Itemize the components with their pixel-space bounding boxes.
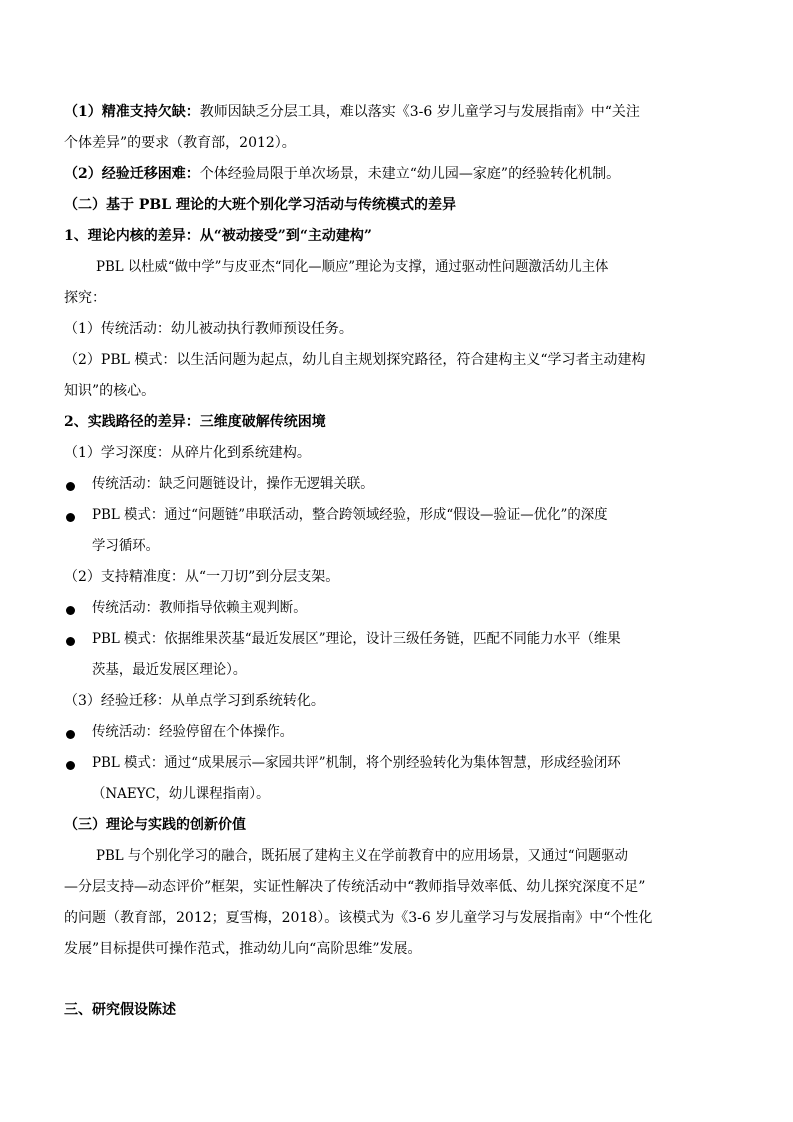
section-heading-3: （三）理论与实践的创新价值 xyxy=(64,817,246,833)
subheading-practice-path: 2、实践路径的差异：三维度破解传统困境 xyxy=(64,414,326,430)
precision-pbl-line1: PBL 模式：依据维果茨基“最近发展区”理论，设计三级任务链，匹配不同能力水平（维果 xyxy=(92,631,621,647)
core-intro-line1: PBL 以杜威“做中学”与皮亚杰“同化—顺应”理论为支撑，通过驱动性问题激活幼儿主体 xyxy=(96,259,609,275)
bullet-icon xyxy=(66,606,75,615)
core-item-pbl-line1: （2）PBL 模式：以生活问题为起点，幼儿自主规划探究路径，符合建构主义“学习者主动建构 xyxy=(64,352,646,368)
value-line4: 发展”目标提供可操作范式，推动幼儿向“高阶思维”发展。 xyxy=(64,941,422,957)
value-line2: —分层支持—动态评价”框架，实证性解决了传统活动中“教师指导效率低、幼儿探究深度不足” xyxy=(64,879,646,895)
paragraph-precision-line1 xyxy=(64,102,734,122)
transfer-traditional: 传统活动：经验停留在个体操作。 xyxy=(92,724,294,740)
precision-traditional: 传统活动：教师指导依赖主观判断。 xyxy=(92,600,307,616)
value-line1: PBL 与个别化学习的融合，既拓展了建构主义在学前教育中的应用场景，又通过“问题驱动 xyxy=(96,848,628,864)
paragraph-precision-line2: 个体差异”的要求（教育部，2012）。 xyxy=(64,135,296,151)
transfer-text: 个体经验局限于单次场景，未建立“幼儿园—家庭”的经验转化机制。 xyxy=(199,166,621,182)
bullet-icon xyxy=(66,513,75,522)
core-item-traditional: （1）传统活动：幼儿被动执行教师预设任务。 xyxy=(64,321,353,337)
bullet-icon xyxy=(66,482,75,491)
depth-pbl-line1: PBL 模式：通过“问题链”串联活动，整合跨领域经验，形成“假设—验证—优化”的深度 xyxy=(92,507,608,523)
core-item-pbl-line2: 知识”的核心。 xyxy=(64,383,156,399)
bullet-icon xyxy=(66,637,75,646)
part-heading-3: 三、研究假设陈述 xyxy=(64,1002,176,1018)
transfer-pbl-line2: （NAEYC，幼儿课程指南）。 xyxy=(92,786,270,802)
dimension-precision-title: （2）支持精准度：从“一刀切”到分层支架。 xyxy=(64,569,340,585)
bullet-icon xyxy=(66,761,75,770)
dimension-transfer-title: （3）经验迁移：从单点学习到系统转化。 xyxy=(64,693,325,709)
subheading-theory-core: 1、理论内核的差异：从“被动接受”到“主动建构” xyxy=(64,228,372,244)
precision-label: （1）精准支持欠缺： xyxy=(64,104,200,120)
precision-text: 教师因缺乏分层工具，难以落实《3-6 岁儿童学习与发展指南》中“关注 xyxy=(199,104,640,120)
dimension-depth-title: （1）学习深度：从碎片化到系统建构。 xyxy=(64,445,311,461)
core-intro-line2: 探究： xyxy=(64,290,106,306)
value-line3: 的问题（教育部，2012；夏雪梅，2018）。该模式为《3-6 岁儿童学习与发展指南》中“个性化 xyxy=(64,910,653,926)
transfer-pbl-line1: PBL 模式：通过“成果展示—家园共评”机制，将个别经验转化为集体智慧，形成经验闭环 xyxy=(92,755,621,771)
transfer-label: （2）经验迁移困难： xyxy=(64,166,200,182)
bullet-icon xyxy=(66,730,75,739)
depth-pbl-line2: 学习循环。 xyxy=(92,538,160,554)
section-heading-2: （二）基于 PBL 理论的大班个别化学习活动与传统模式的差异 xyxy=(64,197,456,213)
precision-pbl-line2: 茨基，最近发展区理论）。 xyxy=(92,662,247,678)
paragraph-transfer xyxy=(64,164,734,184)
depth-traditional: 传统活动：缺乏问题链设计，操作无逻辑关联。 xyxy=(92,476,374,492)
